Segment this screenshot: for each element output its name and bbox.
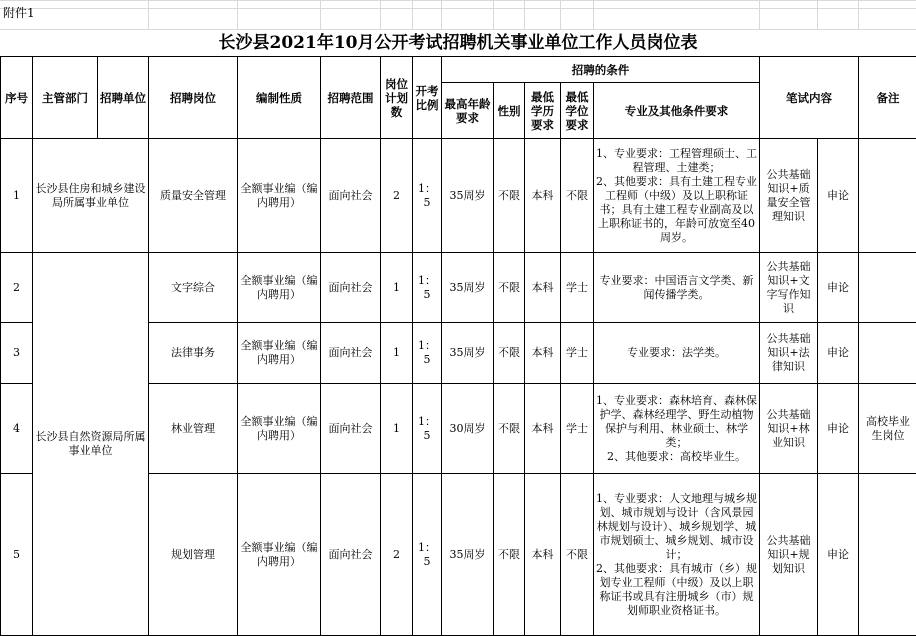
cell-ratio: 1：5: [413, 474, 442, 636]
cell-position: 林业管理: [149, 384, 238, 474]
header-gender: 性别: [494, 83, 525, 139]
cell-position: 法律事务: [149, 323, 238, 384]
cell-nature: 全额事业编（编内聘用）: [238, 139, 321, 253]
cell-dept: 长沙县住房和城乡建设局所属事业单位: [33, 139, 149, 253]
cell-edu: 本科: [525, 323, 561, 384]
cell-major: 1、专业要求：人文地理与城乡规划、城市规划与设计（含风景园林规划与设计）、城乡规划学、城市规划硕士、城乡规划、城市设计； 2、其他要求：具有城市（乡）规划专业工程师（中级）及以上职称证书或具有注册城乡（市）规划师职业资格证书。: [594, 474, 760, 636]
cell-plan: 2: [381, 474, 413, 636]
header-age: 最高年龄要求: [442, 83, 494, 139]
grid-line: [593, 0, 594, 30]
cell-edu: 本科: [525, 474, 561, 636]
cell-remark: [859, 323, 916, 384]
cell-gender: 不限: [494, 139, 525, 253]
cell-remark: [859, 139, 916, 253]
cell-degree: 学士: [561, 253, 594, 323]
header-ratio: 开考比例: [413, 57, 442, 139]
cell-degree: 学士: [561, 384, 594, 474]
cell-edu: 本科: [525, 139, 561, 253]
cell-plan: 1: [381, 323, 413, 384]
grid-line: [560, 0, 561, 30]
header-position: 招聘岗位: [149, 57, 238, 139]
cell-position: 文字综合: [149, 253, 238, 323]
cell-nature: 全额事业编（编内聘用）: [238, 253, 321, 323]
cell-gender: 不限: [494, 384, 525, 474]
grid-line: [441, 0, 442, 30]
cell-dept: 长沙县自然资源局所属事业单位: [33, 253, 149, 636]
header-unit: 招聘单位: [98, 57, 149, 139]
header-conditions: 招聘的条件: [442, 57, 760, 83]
cell-position: 规划管理: [149, 474, 238, 636]
cell-seq: 4: [1, 384, 33, 474]
grid-line: [493, 0, 494, 30]
grid-line: [412, 0, 413, 30]
cell-seq: 5: [1, 474, 33, 636]
cell-seq: 2: [1, 253, 33, 323]
grid-line: [0, 0, 916, 1]
cell-age: 35周岁: [442, 323, 494, 384]
page-title: 长沙县2021年10月公开考试招聘机关事业单位工作人员岗位表: [0, 30, 916, 56]
cell-major: 1、专业要求：森林培育、森林保护学、森林经理学、野生动植物保护与利用、林业硕士、林学类； 2、其他要求：高校毕业生。: [594, 384, 760, 474]
cell-gender: 不限: [494, 474, 525, 636]
cell-major: 专业要求：中国语言文学类、新闻传播学类。: [594, 253, 760, 323]
table-row: [1, 139, 916, 253]
cell-exam-2: 申论: [818, 139, 859, 253]
cell-exam-2: 申论: [818, 253, 859, 323]
positions-table: [0, 56, 916, 636]
cell-exam-2: 申论: [818, 384, 859, 474]
header-remarks: 备注: [859, 57, 916, 139]
cell-exam-2: 申论: [818, 323, 859, 384]
cell-ratio: 1：5: [413, 323, 442, 384]
grid-line: [524, 0, 525, 30]
cell-ratio: 1：5: [413, 139, 442, 253]
cell-plan: 2: [381, 139, 413, 253]
grid-line: [237, 0, 238, 30]
cell-major: 1、专业要求：工程管理硕士、工程管理、土建类； 2、其他要求：具有土建工程专业工程师（中级）及以上职称证书；具有土建工程专业副高及以上职称证书的，年龄可放宽至40周岁。: [594, 139, 760, 253]
cell-age: 35周岁: [442, 139, 494, 253]
header-seq: 序号: [1, 57, 33, 139]
cell-nature: 全额事业编（编内聘用）: [238, 384, 321, 474]
header-nature: 编制性质: [238, 57, 321, 139]
cell-exam-2: 申论: [818, 474, 859, 636]
cell-age: 35周岁: [442, 474, 494, 636]
cell-exam-1: 公共基础知识+文字写作知识: [760, 253, 818, 323]
cell-age: 30周岁: [442, 384, 494, 474]
grid-line: [817, 0, 818, 30]
header-edu: 最低学历要求: [525, 83, 561, 139]
cell-seq: 1: [1, 139, 33, 253]
header-degree: 最低学位要求: [561, 83, 594, 139]
cell-edu: 本科: [525, 253, 561, 323]
cell-degree: 不限: [561, 139, 594, 253]
header-plan: 岗位计划数: [381, 57, 413, 139]
cell-exam-1: 公共基础知识+质量安全管理知识: [760, 139, 818, 253]
cell-gender: 不限: [494, 253, 525, 323]
cell-scope: 面向社会: [321, 474, 381, 636]
grid-line: [759, 0, 760, 30]
cell-degree: 不限: [561, 474, 594, 636]
cell-age: 35周岁: [442, 253, 494, 323]
cell-exam-1: 公共基础知识+林业知识: [760, 384, 818, 474]
cell-degree: 学士: [561, 323, 594, 384]
cell-scope: 面向社会: [321, 139, 381, 253]
grid-line: [320, 0, 321, 30]
cell-scope: 面向社会: [321, 323, 381, 384]
attachment-label: 附件1: [3, 4, 35, 21]
header-scope: 招聘范围: [321, 57, 381, 139]
cell-plan: 1: [381, 384, 413, 474]
cell-remark: [859, 474, 916, 636]
cell-scope: 面向社会: [321, 253, 381, 323]
cell-position: 质量安全管理: [149, 139, 238, 253]
grid-line: [380, 0, 381, 30]
cell-ratio: 1：5: [413, 253, 442, 323]
cell-edu: 本科: [525, 384, 561, 474]
cell-plan: 1: [381, 253, 413, 323]
table-row: [1, 253, 916, 323]
header-major: 专业及其他条件要求: [594, 83, 760, 139]
grid-line: [148, 0, 149, 30]
header-dept: 主管部门: [33, 57, 98, 139]
cell-gender: 不限: [494, 323, 525, 384]
grid-line: [0, 8, 916, 9]
cell-exam-1: 公共基础知识+规划知识: [760, 474, 818, 636]
cell-scope: 面向社会: [321, 384, 381, 474]
cell-major: 专业要求：法学类。: [594, 323, 760, 384]
cell-remark: [859, 253, 916, 323]
cell-ratio: 1：5: [413, 384, 442, 474]
cell-seq: 3: [1, 323, 33, 384]
cell-nature: 全额事业编（编内聘用）: [238, 474, 321, 636]
cell-remark: 高校毕业生岗位: [859, 384, 916, 474]
grid-line: [858, 0, 859, 30]
cell-exam-1: 公共基础知识+法律知识: [760, 323, 818, 384]
cell-nature: 全额事业编（编内聘用）: [238, 323, 321, 384]
header-exam: 笔试内容: [760, 57, 859, 139]
